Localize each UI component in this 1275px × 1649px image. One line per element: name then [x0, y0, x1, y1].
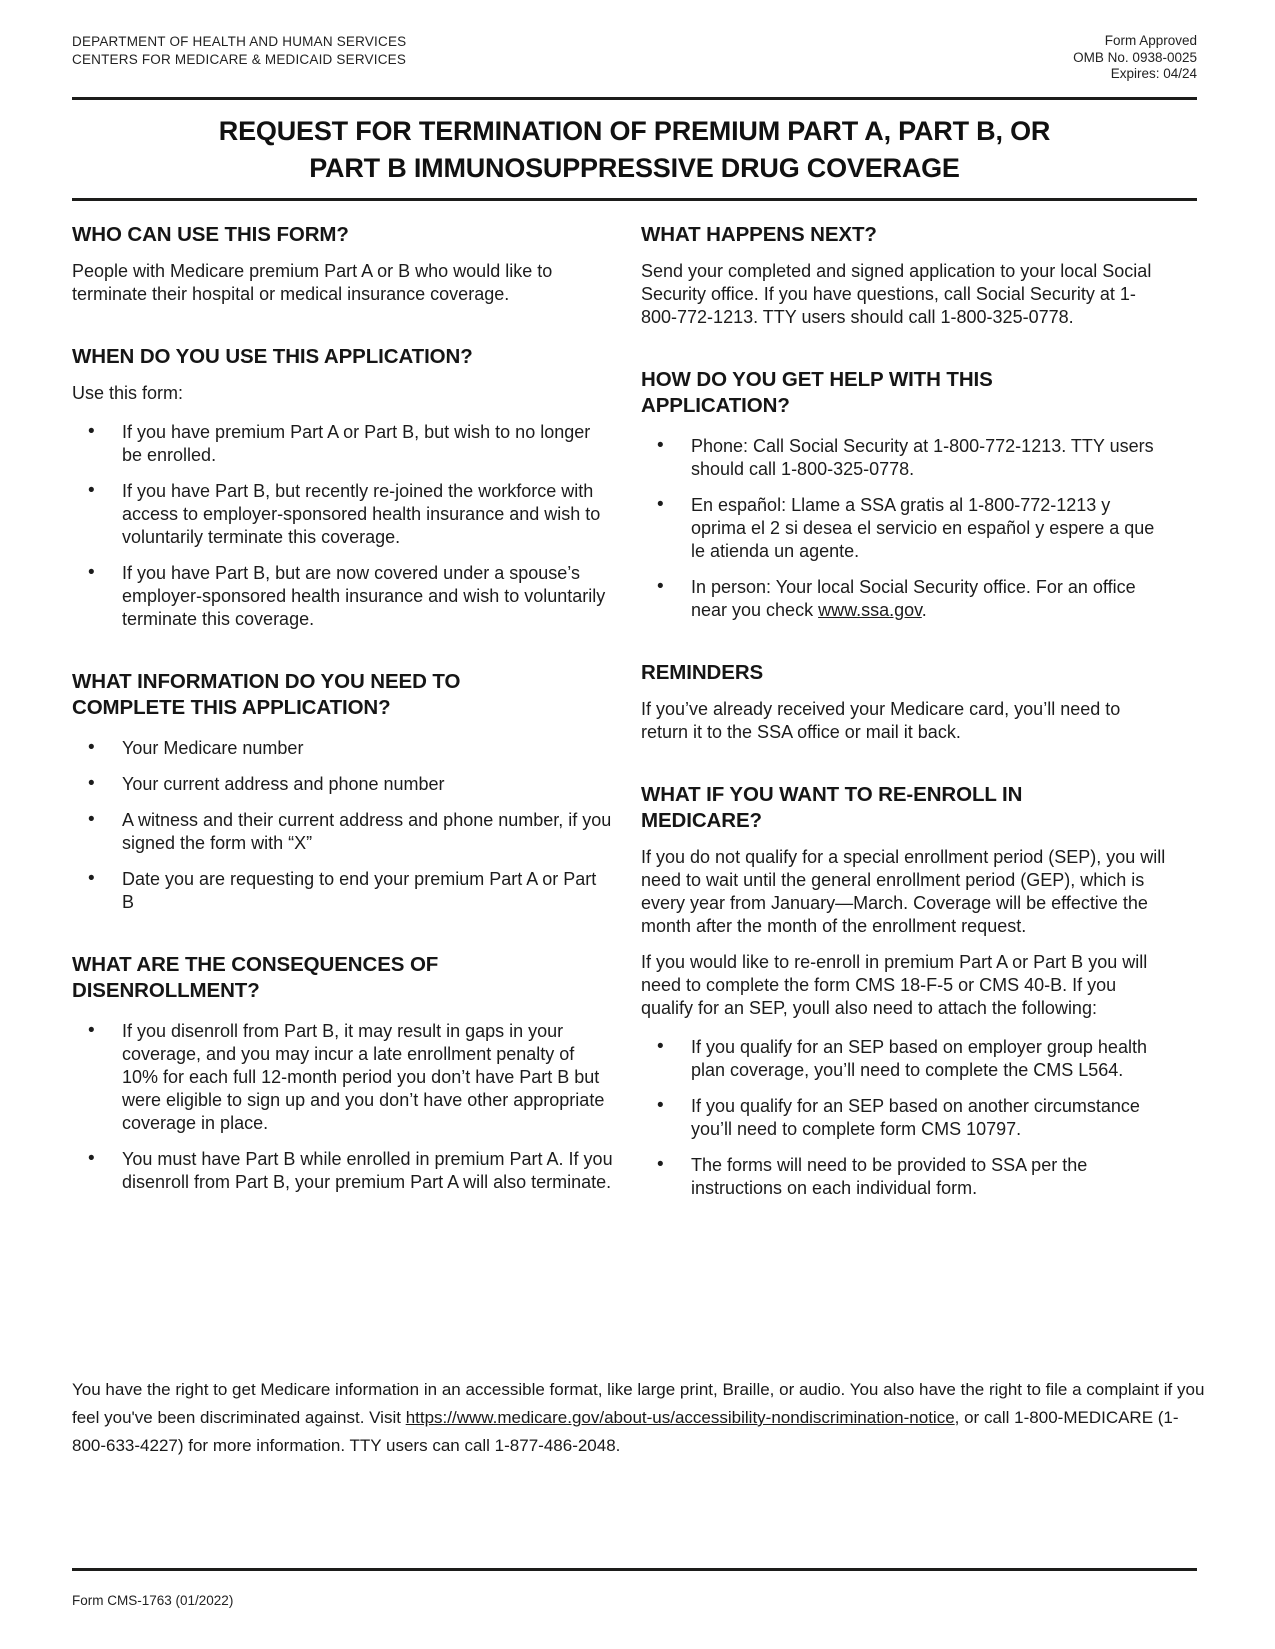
- bullet-item: • Your Medicare number: [72, 737, 613, 760]
- section-heading: [72, 952, 613, 1004]
- heading-line: WHAT IF YOU WANT TO RE-ENROLL IN: [641, 782, 1023, 806]
- heading-line: DISENROLLMENT?: [72, 978, 260, 1002]
- section-reminders: [641, 660, 1169, 744]
- paragraph: Send your completed and signed application to your local Social Security office. If you have questions, call Social Security at 1-800-772-1213. TTY users should call 1-800-325-0778.: [641, 260, 1152, 327]
- bullet-item: [641, 576, 1169, 622]
- bullet-item: • If you qualify for an SEP based on another circumstance you’ll need to complete form CMS 10797.: [641, 1095, 1169, 1141]
- heading-line: APPLICATION?: [641, 393, 790, 417]
- accessibility-text: You have the right to get Medicare information in an accessible format, like large print, Braille, or audio. You also have the right to file a complaint if you feel you've been discriminated against. Visit: [72, 1380, 1205, 1427]
- bullet-item: • If you disenroll from Part B, it may result in gaps in your coverage, and you may incur a late enrollment penalty of 10% for each full 12-month period you don’t have Part B but were eligible to sign up and you don’t have other appropriate coverage in place.: [72, 1020, 613, 1135]
- section-heading: [641, 222, 1169, 248]
- heading-line: WHAT HAPPENS NEXT?: [641, 222, 877, 246]
- section-heading: [72, 669, 613, 721]
- section-what-next: [641, 222, 1169, 329]
- bullet-item: • You must have Part B while enrolled in premium Part A. If you disenroll from Part B, your premium Part A will also terminate.: [72, 1148, 613, 1194]
- bullet-item: • A witness and their current address and phone number, if you signed the form with “X”: [72, 809, 613, 855]
- agency-line-1: DEPARTMENT OF HEALTH AND HUMAN SERVICES: [72, 34, 407, 49]
- heading-line: REMINDERS: [641, 660, 764, 684]
- divider-bottom: [72, 1568, 1197, 1571]
- footer-accessibility-note: [72, 1376, 1212, 1460]
- bullet-item: • If you qualify for an SEP based on employer group health plan coverage, you’ll need to complete the CMS L564.: [641, 1036, 1169, 1082]
- heading-line: COMPLETE THIS APPLICATION?: [72, 695, 391, 719]
- heading-line: WHAT ARE THE CONSEQUENCES OF: [72, 952, 439, 976]
- page-title-line-2: PART B IMMUNOSUPPRESSIVE DRUG COVERAGE: [309, 152, 960, 183]
- paragraph: People with Medicare premium Part A or B who would like to terminate their hospital or medical insurance coverage.: [72, 260, 553, 304]
- section-heading: [641, 660, 1169, 686]
- form-approved-label: Form Approved: [1104, 33, 1197, 48]
- section-heading: [641, 782, 1169, 834]
- bullet-item: • The forms will need to be provided to SSA per the instructions on each individual form.: [641, 1154, 1169, 1200]
- medicare-accessibility-link[interactable]: https://www.medicare.gov/about-us/accessibility-nondiscrimination-notice: [405, 1408, 955, 1427]
- columns: [72, 222, 1169, 1238]
- section-consequences: [72, 952, 613, 1194]
- bullet-list: [641, 435, 1169, 622]
- bullet-text-suffix: .: [921, 599, 927, 620]
- accessibility-text-suffix: , or call 1-800-MEDICARE (1-800-633-4227) for more information. TTY users can call 1-877-486-2048.: [72, 1408, 1179, 1455]
- paragraph: If you would like to re-enroll in premium Part A or Part B you will need to complete the form CMS 18-F-5 or CMS 40-B. If you qualify for an SEP, youll also need to attach the following:: [641, 951, 1148, 1018]
- agency-block: [72, 33, 406, 68]
- heading-line: WHEN DO YOU USE THIS APPLICATION?: [72, 344, 473, 368]
- section-heading: [641, 367, 1169, 419]
- bullet-item: • If you have Part B, but are now covered under a spouse’s employer-sponsored health insurance and wish to voluntarily terminate this coverage.: [72, 562, 613, 631]
- section-heading: [72, 344, 613, 370]
- bullet-item: • Your current address and phone number: [72, 773, 613, 796]
- bullet-list: [72, 737, 613, 914]
- omb-number: OMB No. 0938-0025: [1073, 49, 1197, 65]
- bullet-item: • En español: Llame a SSA gratis al 1-800-772-1213 y oprima el 2 si desea el servicio en español y espere a que le atienda un agente.: [641, 494, 1169, 563]
- bullet-list: [641, 1036, 1169, 1200]
- bullet-item: • Date you are requesting to end your premium Part A or Part B: [72, 868, 613, 914]
- column-right: [641, 222, 1169, 1238]
- heading-line: MEDICARE?: [641, 808, 762, 832]
- page-header: [72, 33, 1197, 83]
- bullet-list: [72, 421, 613, 631]
- section-who-can-use: [72, 222, 613, 306]
- heading-line: WHAT INFORMATION DO YOU NEED TO: [72, 669, 461, 693]
- bullet-item: • If you have Part B, but recently re-joined the workforce with access to employer-sponsored health insurance and wish to voluntarily terminate this coverage.: [72, 480, 613, 549]
- paragraph: Use this form:: [72, 382, 184, 403]
- bullet-text: In person: Your local Social Security office. For an office near you check: [691, 576, 1136, 620]
- heading-line: WHO CAN USE THIS FORM?: [72, 222, 349, 246]
- page-title: [72, 113, 1197, 187]
- divider-top: [72, 97, 1197, 100]
- expires-date: Expires: 04/24: [1110, 66, 1197, 81]
- form-number: Form CMS-1763 (01/2022): [72, 1593, 234, 1608]
- divider-title: [72, 198, 1197, 201]
- bullet-item: • Phone: Call Social Security at 1-800-772-1213. TTY users should call 1-800-325-0778.: [641, 435, 1169, 481]
- agency-line-2: CENTERS FOR MEDICARE & MEDICAID SERVICES: [72, 51, 407, 67]
- bullet-list: [72, 1020, 613, 1194]
- section-get-help: [641, 367, 1169, 622]
- column-left: [72, 222, 613, 1238]
- paragraph: If you do not qualify for a special enrollment period (SEP), you will need to wait until the general enrollment period (GEP), which is every year from January—March. Coverage will be effective the month after the month of the enrollment request.: [641, 846, 1166, 936]
- approval-block: [1073, 33, 1197, 83]
- heading-line: HOW DO YOU GET HELP WITH THIS: [641, 367, 993, 391]
- section-reenroll: [641, 782, 1169, 1200]
- ssa-gov-link[interactable]: www.ssa.gov: [818, 599, 922, 620]
- section-heading: [72, 222, 613, 248]
- paragraph: If you’ve already received your Medicare card, you’ll need to return it to the SSA office or mail it back.: [641, 698, 1121, 742]
- section-when-use: [72, 344, 613, 631]
- bullet-item: • If you have premium Part A or Part B, but wish to no longer be enrolled.: [72, 421, 613, 467]
- page-title-line-1: REQUEST FOR TERMINATION OF PREMIUM PART A, PART B, OR: [218, 115, 1051, 146]
- section-what-info: [72, 669, 613, 914]
